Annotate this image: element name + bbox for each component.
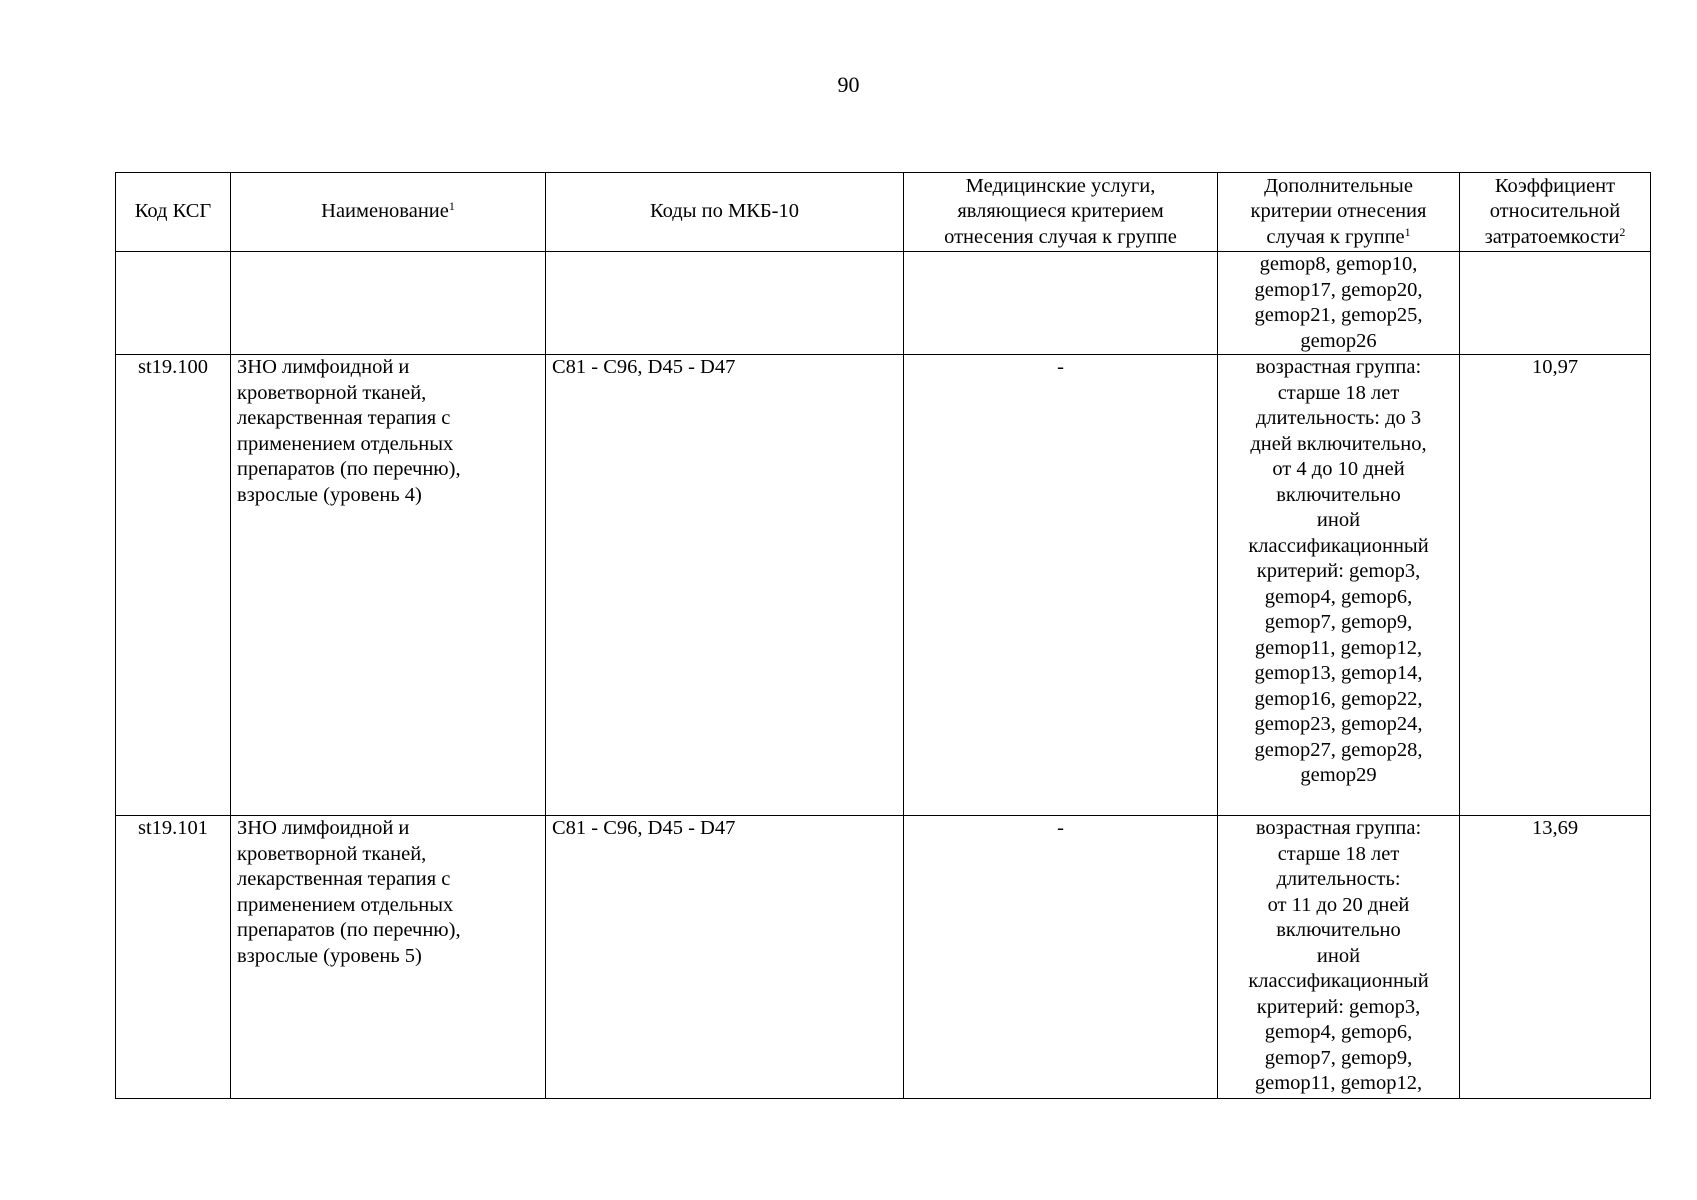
- criteria-line: gemop16, gemop22,: [1254, 687, 1423, 710]
- header-services: Медицинские услуги, являющиеся критерием отнесения случая к группе: [904, 173, 1218, 252]
- cell-criteria: [1218, 816, 1460, 1099]
- criteria-line: gemop4, gemop6,: [1264, 585, 1413, 608]
- criteria-line: gemop27, gemop28,: [1254, 738, 1423, 761]
- cell-name: [231, 816, 546, 1099]
- criteria-line: классификационный: [1248, 970, 1429, 992]
- criteria-line: дней включительно,: [1250, 432, 1427, 455]
- criteria-line: возрастная группа:: [1255, 817, 1422, 839]
- name-line: лекарственная терапия с: [237, 407, 451, 429]
- cell-koef: 13,69: [1460, 816, 1651, 1099]
- name-line: препаратов (по перечню),: [237, 458, 461, 480]
- name-line: ЗНО лимфоидной и: [237, 817, 410, 839]
- criteria-line: gemop21, gemop25,: [1254, 304, 1423, 326]
- table-header-row: [116, 173, 1651, 252]
- table-row: [116, 355, 1651, 816]
- criteria-line: включительно: [1276, 483, 1401, 506]
- cell-name: [231, 355, 546, 816]
- name-line: кроветворной тканей,: [237, 381, 427, 404]
- criteria-line: gemop29: [1300, 764, 1377, 786]
- criteria-line: иной: [1316, 944, 1361, 967]
- name-line: взрослые (уровень 4): [237, 483, 422, 506]
- table-row-continuation: [116, 252, 1651, 355]
- criteria-line: gemop11, gemop12,: [1254, 636, 1423, 659]
- name-line: ЗНО лимфоидной и: [237, 356, 410, 378]
- criteria-line: старше 18 лет: [1277, 842, 1400, 865]
- ksg-table: [115, 172, 1651, 1099]
- criteria-line: gemop11, gemop12,: [1254, 1072, 1423, 1094]
- header-name: Наименование$^1$: [231, 173, 546, 252]
- cell-koef: 10,97: [1460, 355, 1651, 816]
- cell-mkb: C81 - C96, D45 - D47: [546, 816, 904, 1099]
- header-koef: Коэффициент относительной затратоемкости$^2$: [1460, 173, 1651, 252]
- criteria-line: старше 18 лет: [1277, 381, 1400, 404]
- criteria-line: включительно: [1276, 919, 1401, 941]
- criteria-line: gemop7, gemop9,: [1264, 611, 1413, 633]
- cell-services: -: [904, 355, 1218, 816]
- name-line: применением отдельных: [237, 893, 454, 916]
- table-row: [116, 816, 1651, 1099]
- cell-name: [231, 252, 546, 355]
- criteria-line: возрастная группа:: [1255, 356, 1422, 378]
- header-criteria: Дополнительные критерии отнесения случая к группе$^1$: [1218, 173, 1460, 252]
- name-line: препаратов (по перечню),: [237, 919, 461, 941]
- criteria-line: gemop13, gemop14,: [1254, 662, 1423, 684]
- criteria-line: от 4 до 10 дней: [1272, 458, 1405, 480]
- name-line: взрослые (уровень 5): [237, 944, 422, 967]
- criteria-line: от 11 до 20 дней: [1267, 893, 1410, 916]
- criteria-line: критерий: gemop3,: [1256, 995, 1421, 1018]
- page-number: 90: [837, 72, 860, 97]
- criteria-line: gemop23, gemop24,: [1254, 713, 1423, 735]
- criteria-line: gemop26: [1300, 329, 1377, 352]
- cell-code: [116, 252, 231, 355]
- criteria-line: длительность:: [1276, 868, 1401, 890]
- header-code: Код КСГ: [116, 173, 231, 252]
- criteria-line: gemop8, gemop10,: [1259, 253, 1418, 275]
- criteria-line: длительность: до 3: [1255, 407, 1422, 429]
- cell-mkb: C81 - C96, D45 - D47: [546, 355, 904, 816]
- cell-criteria: [1218, 252, 1460, 355]
- cell-criteria: [1218, 355, 1460, 816]
- criteria-line: иной: [1316, 509, 1361, 531]
- criteria-line: критерий: gemop3,: [1256, 560, 1421, 582]
- name-line: кроветворной тканей,: [237, 842, 427, 865]
- criteria-line: gemop17, gemop20,: [1254, 278, 1423, 301]
- cell-koef: [1460, 252, 1651, 355]
- cell-code: st19.101: [116, 816, 231, 1099]
- criteria-line: gemop7, gemop9,: [1264, 1046, 1413, 1069]
- cell-services: [904, 252, 1218, 355]
- name-line: лекарственная терапия с: [237, 868, 451, 890]
- criteria-line: классификационный: [1248, 534, 1429, 557]
- cell-services: -: [904, 816, 1218, 1099]
- criteria-line: gemop4, gemop6,: [1264, 1021, 1413, 1043]
- header-mkb: Коды по МКБ-10: [546, 173, 904, 252]
- cell-mkb: [546, 252, 904, 355]
- cell-code: st19.100: [116, 355, 231, 816]
- name-line: применением отдельных: [237, 432, 454, 455]
